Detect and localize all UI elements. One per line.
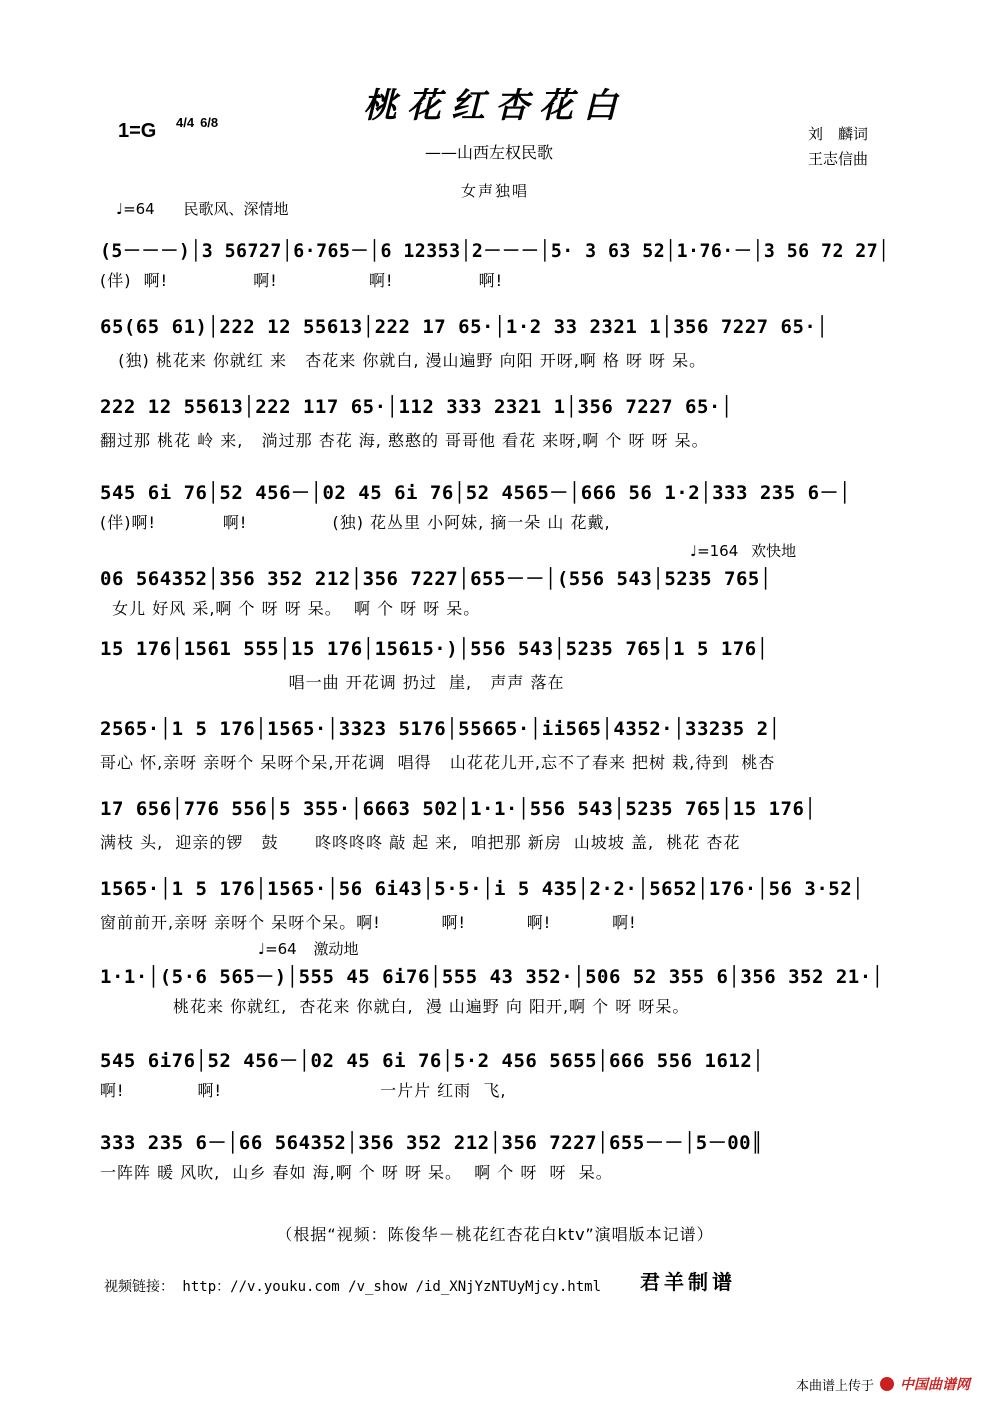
notes: 222 12 55613│222 117 65·│112 333 2321 1│356 7227 65·│ [100,396,733,418]
subtitle: ——山西左权民歌 [425,143,554,162]
notes: 545 6i76│52 456－│02 45 6i 76│5·2 456 5655│666 556 1612│ [100,1050,765,1072]
score-line-4 [100,478,900,538]
score-line-9 [100,878,900,938]
video-link[interactable]: 视频链接： http：//v.youku.com /v_show /id_XNjYzNTUyMjcy.html [104,1279,602,1295]
notes: 545 6i 76│52 456－│02 45 6i 76│52 4565－│666 56 1·2│333 235 6－│ [100,482,851,504]
tempo-marking-2 [690,540,796,561]
score-line-1 [100,236,900,296]
notes: (5－－－)│3 56727│6·765－│6 12353│2－－－│5· 3 63 52│1·76·－│3 56 72 27│ [100,240,890,262]
source-note: （根据“视频：陈俊华－桃花红杏花白ktv”演唱版本记谱） [276,1225,714,1244]
lyrics: 女儿 好风 采,啊 个 呀 呀 呆。 啊 个 呀 呀 呆。 [100,599,481,618]
lyrics: 桃花来 你就红, 杏花来 你就白, 漫 山遍野 向 阳开,啊 个 呀 呀呆。 [100,997,690,1016]
expression: 欢快地 [751,542,797,560]
expression: 民歌风、深情地 [183,200,289,218]
notes: 06 564352│356 352 212│356 7227│655－－│(556 543│5235 765│ [100,568,772,590]
lyrics: (独) 桃花来 你就红 来 杏花来 你就白, 漫山遍野 向阳 开呀,啊 格 呀 呀 呆。 [100,351,707,370]
score-line-6 [100,638,900,698]
lyricist: 刘 麟词 [808,125,869,143]
notes: 65(65 61)│222 12 55613│222 17 65·│1·2 33 2321 1│356 7227 65·│ [100,316,829,338]
lyrics: 唱一曲 开花调 扔过 崖, 声声 落在 [100,673,565,692]
score-line-8 [100,798,900,858]
score-line-2 [100,316,900,376]
lyrics: 一阵阵 暖 风吹, 山乡 春如 海,啊 个 呀 呀 呆。 啊 个 呀 呀 呆。 [100,1163,613,1182]
site-name[interactable]: 中国曲谱网 [900,1377,971,1393]
score-line-7 [100,718,900,778]
upload-note: 本曲谱上传于 [796,1378,875,1394]
credits [808,122,868,172]
tempo-value: ♩=64 [116,200,155,218]
lyrics: 哥心 怀,亲呀 亲呀个 呆呀个呆,开花调 唱得 山花花儿开,忘不了春来 把树 栽,待到 桃杏 [100,753,776,772]
transcriber-signature: 君羊制谱 [640,1270,736,1294]
lyrics: 啊! 啊! 一片片 红雨 飞, [100,1081,507,1100]
performance-note: 女声独唱 [460,182,529,200]
time-signatures [176,116,218,130]
score-line-11 [100,1046,900,1106]
tempo-marking-3 [258,938,359,959]
notes: 1565·│1 5 176│1565·│56 6i43│5·5·│i 5 435│2·2·│5652│176·│56 3·52│ [100,878,865,900]
tempo-value: ♩=64 [258,940,297,958]
score-title: 桃花红杏花白 [363,86,627,126]
expression: 激动地 [313,940,359,958]
lyrics: (伴) 啊! 啊! 啊! 啊! [100,271,504,290]
score-line-10 [100,962,900,1022]
notes: 17 656│776 556│5 355·│6663 502│1·1·│556 543│5235 765│15 176│ [100,798,817,820]
notes: 2565·│1 5 176│1565·│3323 5176│55665·│ii565│4352·│33235 2│ [100,718,781,740]
composer: 王志信曲 [808,150,869,168]
lyrics: 窗前前开,亲呀 亲呀个 呆呀个呆。啊! 啊! 啊! 啊! [100,913,637,932]
lyrics: 翻过那 桃花 岭 来, 淌过那 杏花 海, 憨憨的 哥哥他 看花 来呀,啊 个 呀 呀 呆。 [100,431,709,450]
time-signature-1: 4/4 [176,115,195,130]
tempo-marking-1 [116,198,289,219]
lyrics: 满枝 头, 迎亲的锣 鼓 咚咚咚咚 敲 起 来, 咱把那 新房 山坡坡 盖, 桃花 杏花 [100,833,741,852]
key-signature: 1=G [118,120,157,142]
score-line-3 [100,396,900,456]
site-logo-icon [880,1377,894,1391]
lyrics: (伴)啊! 啊! (独) 花丛里 小阿妹, 摘一朵 山 花戴, [100,513,611,532]
tempo-value: ♩=164 [690,542,739,560]
time-signature-2: 6/8 [200,115,219,130]
notes: 1·1·│(5·6 565－)│555 45 6i76│555 43 352·│506 52 355 6│356 352 21·│ [100,966,884,988]
score-line-5 [100,564,900,624]
notes: 333 235 6－│66 564352│356 352 212│356 7227│655－－│5－00║ [100,1132,764,1154]
notes: 15 176│1561 555│15 176│15615·)│556 543│5235 765│1 5 176│ [100,638,769,660]
score-line-12 [100,1128,900,1188]
upload-footer [796,1374,970,1394]
